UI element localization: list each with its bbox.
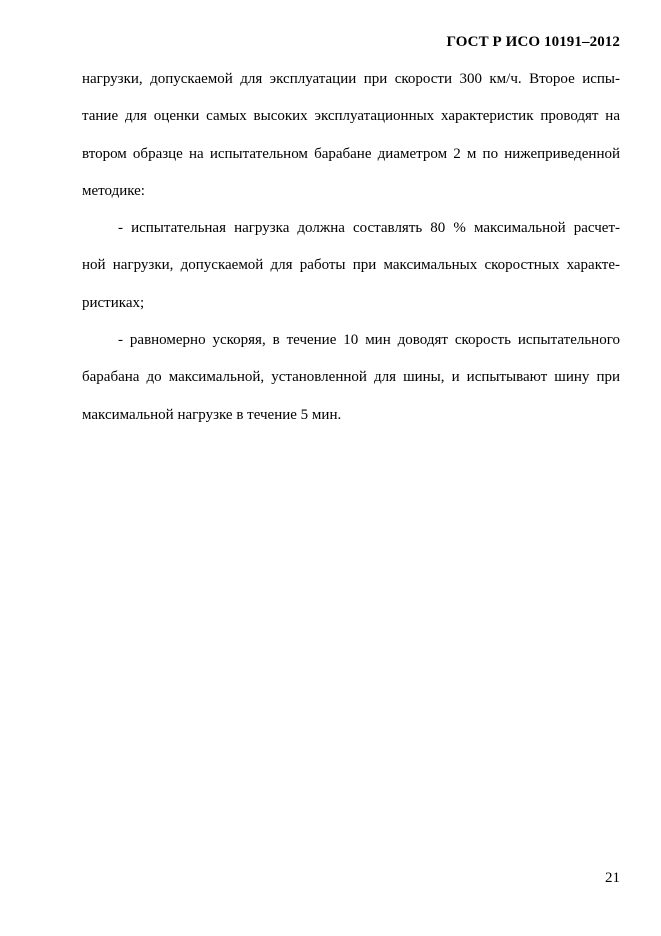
page-number: 21 <box>605 870 620 886</box>
text-line: методике: <box>82 182 145 199</box>
text-line: ной нагрузки, допускаемой для работы при максимальных скоростных характе- <box>82 257 620 274</box>
text-line: ристиках; <box>82 294 145 311</box>
list-item-text-line: - испытательная нагрузка должна составлять 80 % максимальной расчет- <box>118 220 620 237</box>
text-line: нагрузки, допускаемой для эксплуатации при скорости 300 км/ч. Второе испы- <box>82 71 620 87</box>
text-line: тание для оценки самых высоких эксплуатационных характеристик проводят на <box>82 108 620 125</box>
text-line: втором образце на испытательном барабане диаметром 2 м по нижеприведенной <box>82 145 620 162</box>
document-header: ГОСТ Р ИСО 10191–2012 <box>446 34 620 50</box>
text-line: барабана до максимальной, установленной для шины, и испытывают шину при <box>82 369 620 386</box>
body-text <box>82 61 620 434</box>
list-item-text-line: - равномерно ускоряя, в течение 10 мин доводят скорость испытательного <box>118 332 620 349</box>
text-line: максимальной нагрузке в течение 5 мин. <box>82 406 342 423</box>
